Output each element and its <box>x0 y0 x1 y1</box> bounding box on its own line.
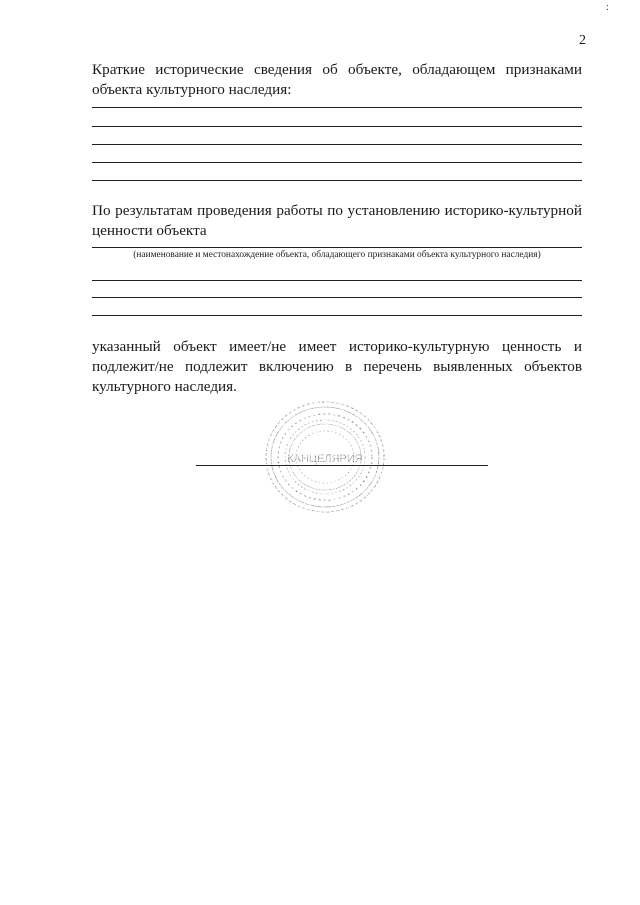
official-stamp <box>262 398 388 516</box>
page-number: 2 <box>579 33 586 48</box>
object-name-line <box>92 247 582 248</box>
blank-line <box>92 144 582 145</box>
blank-line <box>92 107 582 108</box>
blank-line <box>92 297 582 298</box>
blank-line <box>92 180 582 181</box>
blank-line <box>92 126 582 127</box>
corner-mark: : <box>606 2 611 13</box>
conclusion-paragraph: указанный объект имеет/не имеет историко-культурную ценность и подлежит/не подлежит включению в перечень выявленных объектов культурного наследия. <box>92 338 582 395</box>
history-heading: Краткие исторические сведения об объекте, обладающем признаками объекта культурного наследия: <box>92 61 582 98</box>
results-paragraph: По результатам проведения работы по установлению историко-культурной ценности объекта <box>92 202 582 239</box>
blank-line <box>92 162 582 163</box>
blank-line <box>92 280 582 281</box>
blank-line <box>92 315 582 316</box>
stamp-center-text: КАНЦЕЛЯРИЯ <box>287 453 363 465</box>
object-name-caption: (наименование и местонахождение объекта, обладающего признаками объекта культурного наследия) <box>133 250 541 260</box>
